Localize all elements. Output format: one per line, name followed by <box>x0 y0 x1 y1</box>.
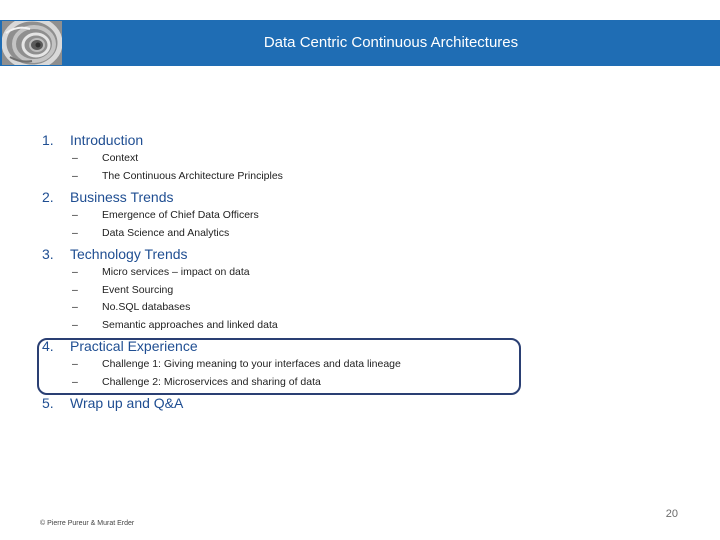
agenda-section-business-trends <box>42 187 702 242</box>
dash-bullet: – <box>72 358 78 370</box>
dash-bullet: – <box>72 301 78 313</box>
agenda-section-introduction <box>42 130 702 185</box>
dash-bullet: – <box>72 318 78 331</box>
section-number: 3. <box>42 246 54 262</box>
page-number: 20 <box>665 508 678 520</box>
current-section-highlight <box>37 338 521 395</box>
item-text: No.SQL databases <box>102 301 191 313</box>
dash-bullet: – <box>72 209 78 221</box>
section-title: Business Trends <box>70 189 174 205</box>
list-item <box>42 207 702 225</box>
section-title: Introduction <box>70 132 144 148</box>
spiral-staircase-logo-icon <box>2 21 62 65</box>
list-item <box>42 225 702 243</box>
dash-bullet: – <box>72 375 78 388</box>
item-text: The Continuous Architecture Principles <box>102 169 283 182</box>
dash-bullet: – <box>72 152 78 164</box>
section-heading <box>42 244 702 264</box>
sub-item-list <box>42 150 702 185</box>
section-title: Wrap up and Q&A <box>70 395 184 411</box>
item-text: Data Science and Analytics <box>102 226 230 239</box>
list-item <box>42 317 702 335</box>
item-text: Event Sourcing <box>102 283 174 296</box>
agenda-section-wrap-up <box>42 393 702 413</box>
item-text: Micro services – impact on data <box>102 266 250 278</box>
item-text: Semantic approaches and linked data <box>102 318 278 331</box>
dash-bullet: – <box>72 266 78 278</box>
section-heading <box>42 130 702 150</box>
item-text: Context <box>102 152 139 164</box>
section-number: 4. <box>42 338 54 354</box>
list-item <box>42 150 702 168</box>
agenda-section-technology-trends <box>42 244 702 334</box>
item-text: Emergence of Chief Data Officers <box>102 209 259 221</box>
sub-item-list <box>42 264 702 334</box>
list-item <box>42 299 702 317</box>
slide-title: Data Centric Continuous Architectures <box>263 34 519 51</box>
section-number: 5. <box>42 395 54 411</box>
section-heading <box>42 393 702 413</box>
section-number: 2. <box>42 189 54 205</box>
list-item <box>42 168 702 186</box>
dash-bullet: – <box>72 169 78 182</box>
item-text: Challenge 2: Microservices and sharing of data <box>102 375 321 388</box>
section-title: Technology Trends <box>70 246 188 262</box>
section-heading <box>42 187 702 207</box>
sub-item-list <box>42 207 702 242</box>
list-item <box>42 282 702 300</box>
dash-bullet: – <box>72 226 78 239</box>
copyright-footer: © Pierre Pureur & Murat Erder <box>40 520 135 527</box>
section-title: Practical Experience <box>70 338 198 354</box>
section-number: 1. <box>42 132 54 148</box>
item-text: Challenge 1: Giving meaning to your interfaces and data lineage <box>102 358 401 370</box>
dash-bullet: – <box>72 283 78 296</box>
list-item <box>42 264 702 282</box>
